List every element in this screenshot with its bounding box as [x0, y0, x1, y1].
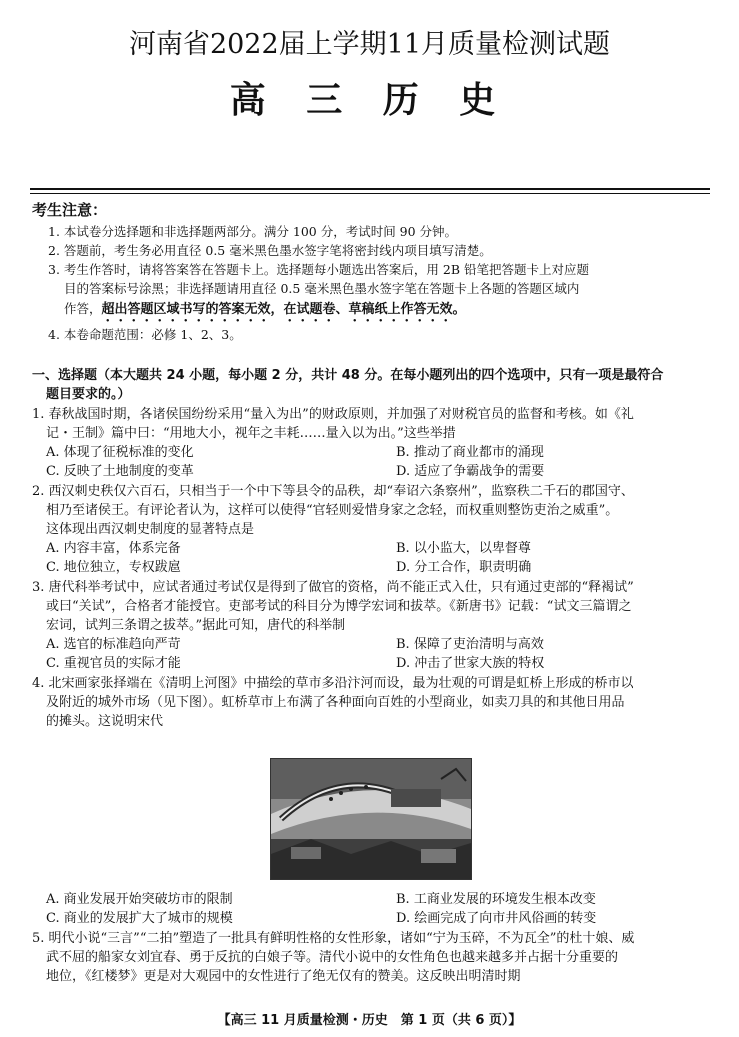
option-b[interactable]: B. 以小监大，以卑督尊 [396, 541, 531, 556]
qingming-painting-image [270, 758, 472, 880]
notice-title: 考生注意： [32, 201, 108, 219]
question-1-line2: 记・王制》篇中曰：“用地大小，视年之丰耗……量入以为出。”这些举措 [46, 426, 456, 441]
question-1 [32, 405, 717, 443]
notice-item-3-cont2 [48, 299, 716, 325]
header-rule-thin [30, 193, 710, 194]
option-c[interactable]: C. 商业的发展扩大了城市的规模 [46, 911, 233, 926]
notice-item-2: 2. 答题前，考生务必用直径 0.5 毫米黑色墨水签字笔将密封线内项目填写清楚。 [48, 243, 492, 258]
question-3 [32, 578, 717, 635]
notice-item-1: 1. 本试卷分选择题和非选择题两部分。满分 100 分，考试时间 90 分钟。 [48, 224, 458, 239]
header-rule-thick [30, 188, 710, 190]
question-3-line1: 3. 唐代科举考试中，应试者通过考试仅是得到了做官的资格，尚不能正式入仕，只有通过吏部的“释褐试” [32, 580, 634, 595]
option-b[interactable]: B. 保障了吏治清明与高效 [396, 637, 544, 652]
option-d[interactable]: D. 适应了争霸战争的需要 [396, 464, 545, 479]
notice-item-3: 3. 考生作答时，请将答案答在答题卡上。选择题每小题选出答案后，用 2B 铅笔把答题卡上对应题 [48, 262, 589, 277]
option-a[interactable]: A. 内容丰富，体系完备 [46, 541, 181, 556]
question-5-line1: 5. 明代小说“三言”“二拍”塑造了一批具有鲜明性格的女性形象，诸如“宁为玉碎，不为瓦全”的杜十娘、威 [32, 931, 635, 946]
question-2-line2: 相乃至诸侯王。有评论者认为，这样可以使得“官轻则爱惜身家之念轻，而权重则整饬吏治之威重”。 [46, 503, 619, 518]
question-2-line3: 这体现出西汉刺史制度的显著特点是 [46, 522, 255, 537]
option-d[interactable]: D. 分工合作，职责明确 [396, 560, 532, 575]
question-3-options [46, 635, 716, 673]
question-4 [32, 674, 717, 731]
notice-item-3-line3: 作答， [64, 301, 102, 316]
option-a[interactable]: A. 选官的标准趋向严苛 [46, 637, 181, 652]
option-c[interactable]: C. 反映了土地制度的变革 [46, 464, 194, 479]
question-2-line1: 2. 西汉刺史秩仅六百石，只相当于一个中下等县令的品秩，却“奉诏六条察州”，监察秩二千石的郡国守、 [32, 484, 634, 499]
option-c[interactable]: C. 重视官员的实际才能 [46, 656, 181, 671]
notice-emphasis: 超出答题区域书写的答案无效，在试题卷、草稿纸上作答无效。 [101, 302, 466, 317]
exam-title: 河南省2022届上学期11月质量检测试题 [128, 29, 611, 60]
option-a[interactable]: A. 体现了征税标准的变化 [46, 445, 194, 460]
notice-item-3-cont [48, 279, 716, 298]
question-5-line3: 地位，《红楼梦》更是对大观园中的女性进行了绝无仅有的赞美。这反映出明清时期 [46, 969, 521, 984]
question-4-line2: 及附近的城外市场（见下图）。虹桥草市上布满了各种面向百姓的小型商业，如卖刀具的和其他日用品 [46, 695, 625, 710]
question-3-line2: 或曰“关试”，合格者才能授官。吏部考试的科目分为博学宏词和拔萃。《新唐书》记载：“试文三篇谓之 [46, 599, 632, 614]
page-footer: 【高三 11 月质量检测・历史 第 1 页（共 6 页）】 [217, 1013, 522, 1028]
section-heading-cont: 题目要求的。） [46, 387, 131, 402]
notice-item-4: 4. 本卷命题范围：必修 1、2、3。 [48, 327, 242, 342]
question-1-line1: 1. 春秋战国时期，各诸侯国纷纷采用“量入为出”的财政原则，并加强了对财税官员的监督和考核。如《礼 [32, 407, 634, 422]
option-b[interactable]: B. 工商业发展的环境发生根本改变 [396, 892, 596, 907]
question-4-options [46, 890, 716, 928]
notice-item-3-line2: 目的答案标号涂黑；非选择题请用直径 0.5 毫米黑色墨水签字笔在答题卡上各题的答题区域内 [64, 281, 580, 296]
question-2 [32, 482, 717, 539]
painting-illustration [271, 759, 471, 879]
option-b[interactable]: B. 推动了商业都市的涌现 [396, 445, 544, 460]
question-1-options [46, 443, 716, 481]
subject-title: 高 三 历 史 [229, 79, 510, 121]
question-4-line3: 的摊头。这说明宋代 [46, 714, 164, 729]
option-d[interactable]: D. 绘画完成了向市井风俗画的转变 [396, 911, 597, 926]
question-5-line2: 武不屈的船家女刘宜春、勇于反抗的白娘子等。清代小说中的女性角色也越来越多并占据十分重要的 [46, 950, 619, 965]
question-2-options [46, 539, 716, 577]
question-5 [32, 929, 717, 986]
option-d[interactable]: D. 冲击了世家大族的特权 [396, 656, 545, 671]
option-c[interactable]: C. 地位独立，专权跋扈 [46, 560, 181, 575]
question-3-line3: 宏词，试判三条谓之拔萃。”据此可知，唐代的科举制 [46, 618, 346, 633]
question-4-line1: 4. 北宋画家张择端在《清明上河图》中描绘的草市多沿汴河而设，最为壮观的可谓是虹桥上形成的桥市以 [32, 676, 634, 691]
option-a[interactable]: A. 商业发展开始突破坊市的限制 [46, 892, 233, 907]
section-heading: 一、选择题（本大题共 24 小题，每小题 2 分，共计 48 分。在每小题列出的四个选项中，只有一项是最符合 [32, 368, 664, 383]
